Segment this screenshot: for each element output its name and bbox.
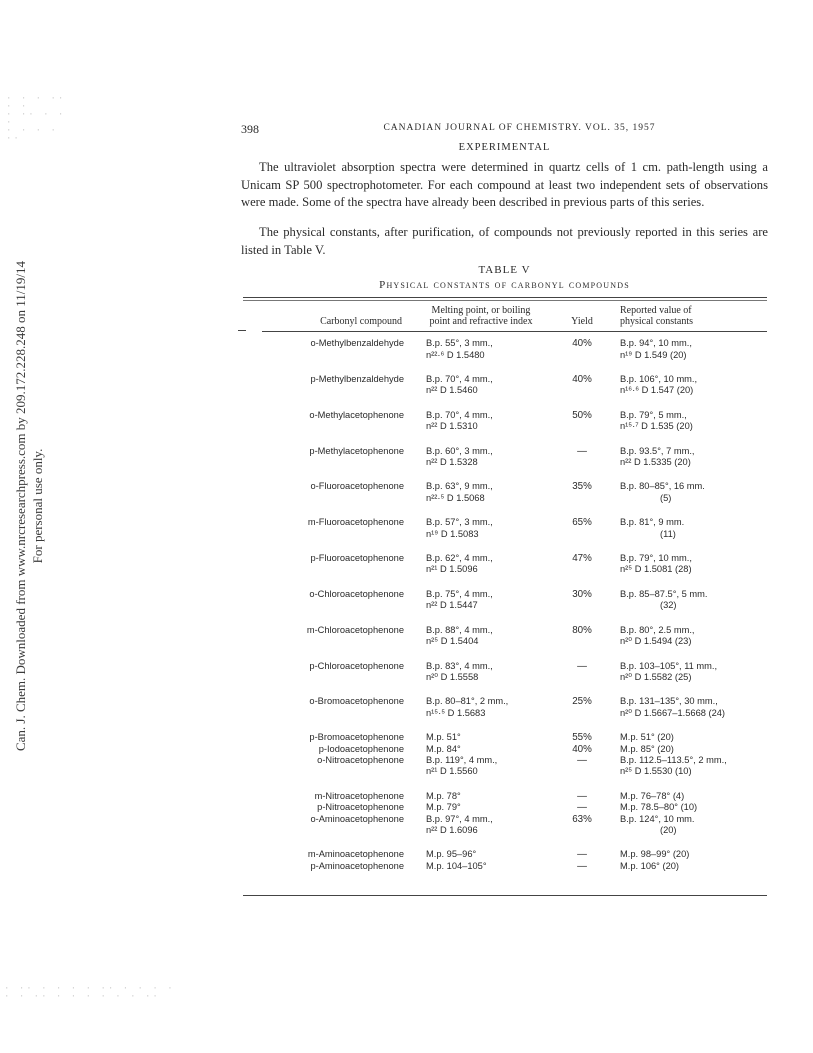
row-spacer [262,576,767,589]
table-row [262,410,767,433]
page-number: 398 [241,122,259,136]
reported-value-line: B.p. 112.5–113.5°, 2 mm., [620,754,727,765]
download-notice-line1: Can. J. Chem. Downloaded from www.nrcresearchpress.com by 209.172.228.248 on 11/19/14 [13,260,28,752]
melting-point-line: n²¹ D 1.5560 [426,766,478,777]
reported-value-line: (5) [660,492,672,503]
reported-value-line: B.p. 80–85°, 16 mm. [620,481,705,492]
melting-point [410,802,552,813]
reported-value [612,661,767,684]
yield-value-line: 55% [572,732,592,744]
compound-name [262,589,410,612]
melting-point-line: n²² D 1.5447 [426,600,478,611]
melting-point-line: n²²·⁶ D 1.5480 [426,349,485,360]
table-header-row [262,300,767,332]
melting-point [410,625,552,648]
reported-value-line: B.p. 81°, 9 mm. [620,517,685,528]
table-top-rule [243,297,767,298]
table-caption [241,279,768,291]
reported-value [612,553,767,576]
melting-point [410,814,552,837]
melting-point-line: B.p. 97°, 4 mm., [426,813,493,824]
compound-name-line: o-Methylacetophenone [309,409,404,420]
melting-point-line: n²¹ D 1.5096 [426,564,478,575]
melting-point [410,338,552,361]
yield-value [552,791,612,802]
table-row [262,517,767,540]
compound-name [262,696,410,719]
reported-value [612,481,767,504]
table-body [262,332,767,873]
row-spacer [262,648,767,661]
reported-value [612,744,767,755]
table-row [262,791,767,802]
reported-value [612,374,767,397]
compound-name [262,625,410,648]
compound-name-line: m-Chloroacetophenone [306,624,404,635]
yield-value [552,481,612,504]
yield-value [552,849,612,860]
melting-point-line: M.p. 104–105° [426,860,487,871]
reported-value-line: B.p. 94°, 10 mm., [620,338,692,349]
table-caption-text: Physical constants of carbonyl compounds [379,279,630,291]
melting-point-line: M.p. 95–96° [426,849,477,860]
melting-point [410,861,552,872]
reported-value-line: B.p. 93.5°, 7 mm., [620,445,695,456]
yield-value [552,338,612,361]
reported-value-line: n²⁰ D 1.5667–1.5668 (24) [620,707,726,718]
reported-value-line: M.p. 106° (20) [620,860,680,871]
compound-name-line: o-Bromoacetophenone [309,696,404,707]
melting-point [410,661,552,684]
melting-point-line: M.p. 51° [426,732,461,743]
reported-value [612,791,767,802]
melting-point-line: n²² D 1.5310 [426,421,478,432]
yield-value-line: 40% [572,374,592,385]
table-row [262,446,767,469]
compound-name-line: p-Methylacetophenone [309,445,404,456]
compound-name [262,744,410,755]
compound-name-line: p-Nitroacetophenone [317,802,404,813]
reported-value [612,849,767,860]
reported-value [612,696,767,719]
reported-value-line: n²⁵ D 1.5530 (10) [620,766,692,777]
reported-value [612,732,767,743]
compound-name-line: p-Bromoacetophenone [309,732,404,743]
melting-point-line: B.p. 60°, 3 mm., [426,445,493,456]
reported-value [612,802,767,813]
compound-name-line: p-Iodoacetophenone [318,743,404,754]
compound-name-line: o-Chloroacetophenone [309,588,404,599]
reported-value [612,446,767,469]
table-row [262,553,767,576]
compound-name [262,732,410,743]
compound-name [262,553,410,576]
melting-point [410,553,552,576]
compound-name [262,338,410,361]
table-bottom-rule [243,895,767,896]
reported-value [612,625,767,648]
compound-name-line: m-Fluoroacetophenone [307,517,404,528]
scan-noise: · · · ·· · · · ·· · · · · · · · ·· [6,94,66,144]
compound-name-line: o-Aminoacetophenone [310,813,404,824]
yield-value-line: 50% [572,409,592,421]
yield-value-line: 47% [572,553,592,565]
compound-name [262,791,410,802]
yield-value [552,861,612,872]
melting-point-line: n¹⁵·⁵ D 1.5683 [426,707,486,718]
header-compound: Carbonyl compound [320,315,402,327]
yield-value-line: 40% [572,743,592,755]
row-spacer [262,778,767,791]
yield-value-line: — [577,849,587,861]
page-header [241,122,768,136]
yield-value [552,517,612,540]
melting-point [410,410,552,433]
compound-name [262,849,410,860]
yield-value-line: — [577,754,587,766]
table-title: TABLE V [478,264,531,276]
compound-name [262,861,410,872]
table-row [262,338,767,361]
reported-value-line: n²⁰ D 1.5494 (23) [620,636,692,647]
compound-name-line: p-Methylbenzaldehyde [310,374,404,384]
table-row [262,802,767,813]
reported-value-line: n²⁵ D 1.5081 (28) [620,564,692,575]
reported-value-line: (20) [660,824,677,835]
melting-point-line: n²² D 1.5460 [426,385,478,396]
reported-value-line: M.p. 51° (20) [620,732,674,743]
reported-value-line: B.p. 79°, 5 mm., [620,409,687,420]
reported-value [612,814,767,837]
melting-point-line: B.p. 70°, 4 mm., [426,409,493,420]
reported-value-line: n¹⁹ D 1.549 (20) [620,349,687,360]
melting-point [410,732,552,743]
yield-value [552,755,612,778]
reported-value [612,755,767,778]
running-head [241,123,768,133]
melting-point-line: n²² D 1.6096 [426,824,478,835]
table-row [262,744,767,755]
compound-name-line: o-Methylbenzaldehyde [310,338,404,349]
row-spacer [262,361,767,374]
yield-value [552,625,612,648]
scan-noise: · ·· · · · · ·· · · · · · · ·· · · · · · · ·· [4,984,175,1002]
table-row [262,732,767,743]
row-spacer [262,540,767,553]
melting-point-line: n²⁰ D 1.5558 [426,671,479,682]
physical-constants-table [262,300,767,872]
row-spacer [262,397,767,410]
melting-point-line: B.p. 55°, 3 mm., [426,338,493,349]
table-row [262,589,767,612]
table-row [262,814,767,837]
reported-value-line: n¹⁶·⁶ D 1.547 (20) [620,385,694,396]
reported-value [612,589,767,612]
yield-value [552,744,612,755]
reported-value [612,410,767,433]
melting-point-line: B.p. 83°, 4 mm., [426,660,493,671]
journal-title: CANADIAN JOURNAL OF CHEMISTRY. VOL. 35, 1957 [383,123,656,133]
paragraph: The physical constants, after purification, of compounds not previously reported in this series are listed in Table V. [241,225,768,257]
table-row [262,755,767,778]
yield-value-line: 35% [572,481,592,493]
reported-value-line: M.p. 76–78° (4) [620,790,685,801]
melting-point [410,791,552,802]
yield-value [552,410,612,433]
melting-point-line: n²²·⁵ D 1.5068 [426,492,485,503]
melting-point [410,849,552,860]
compound-name [262,661,410,684]
reported-value-line: n²⁰ D 1.5582 (25) [620,671,692,682]
yield-value-line: — [577,445,587,457]
yield-value [552,661,612,684]
table-rule-mark [238,330,246,331]
row-spacer [262,504,767,517]
melting-point-line: M.p. 84° [426,743,461,754]
yield-value-line: — [577,802,587,814]
melting-point [410,446,552,469]
compound-name [262,814,410,837]
compound-name-line: o-Fluoroacetophenone [310,481,404,492]
table-row [262,661,767,684]
reported-value-line: n²² D 1.5335 (20) [620,457,691,468]
melting-point [410,744,552,755]
melting-point [410,589,552,612]
header-reported: Reported value of physical constants [620,305,694,327]
yield-value [552,696,612,719]
yield-value-line: 65% [572,517,592,529]
melting-point-line: n²² D 1.5328 [426,457,478,468]
reported-value-line: B.p. 131–135°, 30 mm., [620,696,718,707]
melting-point-line: B.p. 75°, 4 mm., [426,588,493,599]
compound-name-line: m-Nitroacetophenone [314,790,404,801]
yield-value-line: 30% [572,588,592,600]
compound-name [262,374,410,397]
section-heading: EXPERIMENTAL [458,142,551,153]
reported-value-line: M.p. 98–99° (20) [620,849,690,860]
download-notice-line2: For personal use only. [30,448,45,564]
reported-value-line: M.p. 78.5–80° (10) [620,802,698,813]
reported-value [612,338,767,361]
melting-point-line: B.p. 88°, 4 mm., [426,624,493,635]
table-row [262,374,767,397]
reported-value-line: B.p. 124°, 10 mm. [620,813,695,824]
reported-value-line: B.p. 106°, 10 mm., [620,374,698,384]
yield-value [552,553,612,576]
yield-value [552,814,612,837]
yield-value-line: 63% [572,813,592,825]
compound-name [262,517,410,540]
compound-name-line: m-Aminoacetophenone [307,849,404,860]
melting-point [410,374,552,397]
reported-value-line: B.p. 85–87.5°, 5 mm. [620,588,708,599]
melting-point-line: M.p. 78° [426,790,461,801]
header-melting: Melting point, or boiling point and refractive index [429,305,533,327]
reported-value [612,861,767,872]
compound-name [262,802,410,813]
yield-value-line: 40% [572,338,592,350]
melting-point-line: B.p. 57°, 3 mm., [426,517,493,528]
yield-value [552,802,612,813]
row-spacer [262,468,767,481]
melting-point-line: n¹⁹ D 1.5083 [426,528,479,539]
compound-name-line: p-Chloroacetophenone [309,660,404,671]
compound-name [262,755,410,778]
paragraph: The ultraviolet absorption spectra were determined in quartz cells of 1 cm. path-length using a Unicam SP 500 spectrophotometer. For each compound at least two independent sets of observations were made. Some of the spectra have already been described in previous parts of this series. [241,160,768,209]
reported-value-line: M.p. 85° (20) [620,743,674,754]
reported-value-line: B.p. 80°, 2.5 mm., [620,624,695,635]
reported-value-line: n¹⁵·⁷ D 1.535 (20) [620,421,693,432]
melting-point-line: B.p. 63°, 9 mm., [426,481,493,492]
melting-point-line: B.p. 80–81°, 2 mm., [426,696,509,707]
melting-point [410,517,552,540]
melting-point [410,696,552,719]
yield-value-line: 80% [572,624,592,636]
row-spacer [262,433,767,446]
reported-value-line: (11) [660,528,676,539]
row-spacer [262,683,767,696]
yield-value-line: — [577,860,587,872]
row-spacer [262,719,767,732]
melting-point-line: B.p. 70°, 4 mm., [426,374,493,384]
melting-point [410,481,552,504]
table-row [262,849,767,860]
download-notice [12,260,45,786]
compound-name [262,481,410,504]
reported-value-line: (32) [660,600,677,611]
compound-name-line: p-Aminoacetophenone [310,860,404,871]
table-row [262,625,767,648]
row-spacer [262,836,767,849]
melting-point-line: M.p. 79° [426,802,461,813]
yield-value [552,589,612,612]
compound-name [262,410,410,433]
row-spacer [262,612,767,625]
yield-value-line: 25% [572,696,592,708]
melting-point-line: n²⁵ D 1.5404 [426,636,479,647]
melting-point-line: B.p. 62°, 4 mm., [426,553,493,564]
melting-point [410,755,552,778]
table-row [262,696,767,719]
table-row [262,481,767,504]
yield-value-line: — [577,660,587,672]
yield-value [552,732,612,743]
melting-point-line: B.p. 119°, 4 mm., [426,754,498,765]
reported-value-line: B.p. 103–105°, 11 mm., [620,660,718,671]
table-row [262,861,767,872]
compound-name-line: o-Nitroacetophenone [317,754,404,765]
compound-name [262,446,410,469]
yield-value [552,374,612,397]
reported-value-line: B.p. 79°, 10 mm., [620,553,692,564]
yield-value [552,446,612,469]
header-yield: Yield [571,315,593,327]
yield-value-line: — [577,790,587,802]
compound-name-line: p-Fluoroacetophenone [310,553,404,564]
reported-value [612,517,767,540]
